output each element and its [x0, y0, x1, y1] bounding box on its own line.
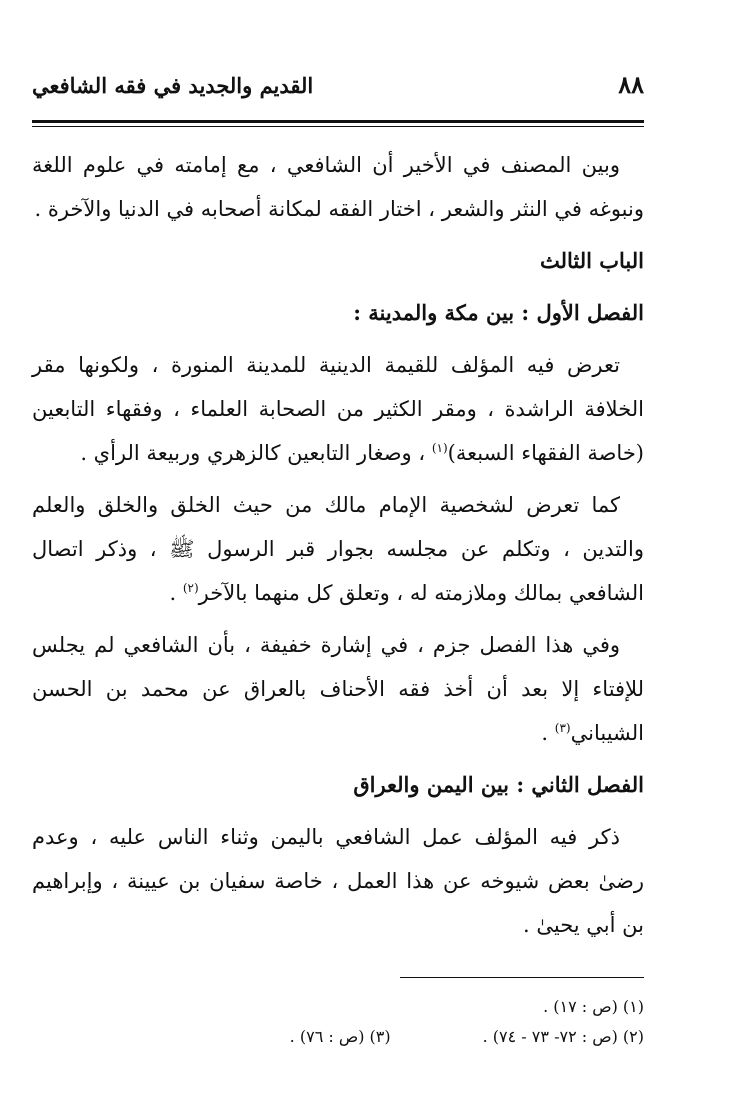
paragraph-1: وبين المصنف في الأخير أن الشافعي ، مع إمامته في علوم اللغة ونبوغه في النثر والشعر ، اختار الفقه لمكانة أصحابه في الدنيا والآخرة .: [32, 153, 644, 221]
paragraph-2-text-a: تعرض فيه المؤلف للقيمة الدينية للمدينة المنورة ، ولكونها مقر الخلافة الراشدة ، ومقر الكثير من الصحابة العلماء ، وفقهاء التابعين (خاصة الفقهاء السبعة): [32, 353, 644, 465]
footnote-separator: [400, 977, 644, 978]
paragraph-5: ذكر فيه المؤلف عمل الشافعي باليمن وثناء الناس عليه ، وعدم رضىٰ بعض شيوخه عن هذا العمل ، خاصة سفيان بن عيينة ، وإبراهيم بن أبي يحيىٰ .: [32, 825, 644, 937]
paragraph-4: [32, 623, 644, 755]
page-number: ٨٨: [618, 70, 644, 99]
running-title: القديم والجديد في فقه الشافعي: [32, 73, 314, 98]
paragraph-3-text-b: .: [169, 581, 183, 605]
paragraph-3: [32, 483, 644, 615]
page-header: [32, 70, 644, 114]
header-rule-thin: [32, 126, 644, 127]
paragraph-3-text-a: كما تعرض لشخصية الإمام مالك من حيث الخلق والخلق والعلم والتدين ، وتكلم عن مجلسه بجوار قبر الرسول ﷺ ، وذكر اتصال الشافعي بمالك وملازمته له ، وتعلق كل منهما بالآخر: [32, 493, 644, 605]
footnote-ref-3: (٣): [554, 721, 571, 735]
paragraph-4-text-b: .: [541, 721, 555, 745]
section-1-title: الفصل الأول : بين مكة والمدينة :: [353, 300, 644, 325]
chapter-title: الباب الثالث: [539, 248, 644, 273]
paragraph-4-text-a: وفي هذا الفصل جزم ، في إشارة خفيفة ، بأن الشافعي لم يجلس للإفتاء إلا بعد أن أخذ فقه الأحناف بالعراق عن محمد بن الحسن الشيباني: [32, 633, 644, 745]
paragraph-2-text-b: ، وصغار التابعين كالزهري وربيعة الرأي .: [80, 441, 432, 465]
footnote-row-2: [32, 1022, 644, 1052]
body-text: [32, 143, 644, 947]
footnote-ref-2: (٢): [182, 581, 199, 595]
footnote-2: (٢) (ص : ٧٢- ٧٣ - ٧٤) .: [482, 1027, 644, 1046]
footnote-1: (١) (ص : ١٧) .: [543, 997, 644, 1016]
footnote-3: (٣) (ص : ٧٦) .: [289, 1027, 391, 1046]
section-2-title: الفصل الثاني : بين اليمن والعراق: [353, 772, 644, 797]
book-page: [32, 70, 644, 1052]
header-rule-thick: [32, 120, 644, 123]
paragraph-2: [32, 343, 644, 475]
footnotes: [32, 992, 644, 1052]
footnote-ref-1: (١): [431, 441, 448, 455]
